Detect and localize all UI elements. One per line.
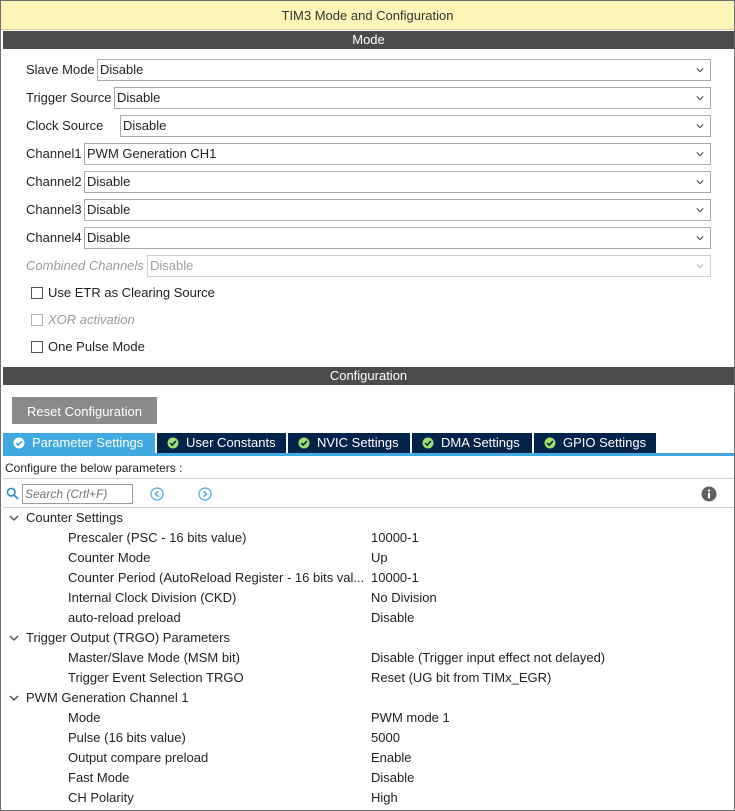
chevron-down-icon	[696, 206, 704, 214]
xor-activation-checkbox	[31, 314, 43, 326]
chevron-down-icon	[696, 150, 704, 158]
param-row[interactable]	[1, 768, 734, 788]
slave-mode-row	[26, 59, 716, 81]
param-name: Output compare preload	[68, 750, 209, 765]
chevron-down-icon	[9, 694, 19, 702]
use-etr-checkbox[interactable]	[31, 287, 43, 299]
clock-source-value: Disable	[123, 118, 167, 133]
search-icon	[6, 487, 19, 500]
param-name: auto-reload preload	[68, 610, 181, 625]
param-name: Trigger Event Selection TRGO	[68, 670, 244, 685]
tab-label: NVIC Settings	[317, 435, 399, 450]
trigger-source-value: Disable	[117, 90, 161, 105]
group-label: Trigger Output (TRGO) Parameters	[26, 630, 230, 645]
param-row[interactable]	[1, 648, 734, 668]
param-row[interactable]	[1, 708, 734, 728]
use-etr-label: Use ETR as Clearing Source	[48, 285, 215, 300]
tab-label: User Constants	[186, 435, 276, 450]
check-circle-icon	[422, 437, 434, 449]
tab-parameter-settings[interactable]	[3, 433, 155, 453]
previous-match-icon[interactable]	[150, 487, 164, 501]
chevron-down-icon	[9, 634, 19, 642]
channel1-label: Channel1	[26, 146, 82, 161]
one-pulse-mode-checkbox[interactable]	[31, 341, 43, 353]
chevron-down-icon	[696, 122, 704, 130]
combined-channels-row	[26, 255, 716, 277]
clock-source-row	[26, 115, 716, 137]
check-circle-icon	[298, 437, 310, 449]
channel2-value: Disable	[87, 174, 131, 189]
param-name: Master/Slave Mode (MSM bit)	[68, 650, 240, 665]
channel3-select[interactable]	[84, 199, 711, 221]
tab-nvic-settings[interactable]	[288, 433, 410, 453]
param-row[interactable]	[1, 568, 734, 588]
tab-label: GPIO Settings	[563, 435, 647, 450]
one-pulse-mode-label: One Pulse Mode	[48, 339, 145, 354]
chevron-down-icon	[696, 234, 704, 242]
param-row[interactable]	[1, 668, 734, 688]
reset-configuration-button[interactable]: Reset Configuration	[12, 397, 157, 424]
param-value[interactable]: Disable	[371, 770, 415, 785]
check-circle-icon	[167, 437, 179, 449]
tab-label: Parameter Settings	[32, 435, 144, 450]
mode-section-header: Mode	[3, 31, 734, 49]
channel3-row	[26, 199, 716, 221]
config-tabs	[3, 433, 734, 453]
chevron-down-icon	[696, 262, 704, 270]
clock-source-label: Clock Source	[26, 118, 104, 133]
configure-note: Configure the below parameters :	[5, 461, 183, 475]
divider	[3, 478, 734, 479]
param-name: Counter Period (AutoReload Register - 16 bits val...	[68, 570, 364, 585]
tab-label: DMA Settings	[441, 435, 520, 450]
trigger-source-label: Trigger Source	[26, 90, 112, 105]
channel3-value: Disable	[87, 202, 131, 217]
param-row[interactable]	[1, 608, 734, 628]
param-value[interactable]: Up	[371, 550, 388, 565]
channel4-label: Channel4	[26, 230, 82, 245]
param-value[interactable]: 10000-1	[371, 570, 419, 585]
check-circle-icon	[544, 437, 556, 449]
param-name: Counter Mode	[68, 550, 151, 565]
chevron-down-icon	[696, 66, 704, 74]
clock-source-select[interactable]	[120, 115, 711, 137]
tab-gpio-settings[interactable]	[534, 433, 656, 453]
channel1-select[interactable]	[84, 143, 711, 165]
param-value[interactable]: Enable	[371, 750, 412, 765]
check-circle-icon	[13, 437, 25, 449]
channel2-row	[26, 171, 716, 193]
chevron-down-icon	[696, 178, 704, 186]
param-row[interactable]	[1, 728, 734, 748]
param-row[interactable]	[1, 748, 734, 768]
trigger-source-row	[26, 87, 716, 109]
param-row[interactable]	[1, 588, 734, 608]
slave-mode-label: Slave Mode	[26, 62, 95, 77]
channel4-value: Disable	[87, 230, 131, 245]
next-match-icon[interactable]	[198, 487, 212, 501]
channel2-label: Channel2	[26, 174, 82, 189]
param-value[interactable]: PWM mode 1	[371, 710, 450, 725]
xor-activation-label: XOR activation	[48, 312, 135, 327]
tab-user-constants[interactable]	[157, 433, 286, 453]
slave-mode-value: Disable	[100, 62, 144, 77]
slave-mode-select[interactable]	[97, 59, 711, 81]
channel1-row	[26, 143, 716, 165]
channel1-value: PWM Generation CH1	[87, 146, 217, 161]
group-label: PWM Generation Channel 1	[26, 690, 189, 705]
group-label: Counter Settings	[26, 510, 123, 525]
combined-channels-label: Combined Channels	[26, 258, 144, 273]
tab-dma-settings[interactable]	[412, 433, 532, 453]
param-name: Prescaler (PSC - 16 bits value)	[68, 530, 247, 545]
param-name: CH Polarity	[68, 790, 134, 805]
param-name: Fast Mode	[68, 770, 130, 785]
channel4-select[interactable]	[84, 227, 711, 249]
chevron-down-icon	[9, 514, 19, 522]
param-value[interactable]: Disable (Trigger input effect not delayed)	[371, 650, 606, 665]
param-value[interactable]: Disable	[371, 610, 415, 625]
param-name: Internal Clock Division (CKD)	[68, 590, 237, 605]
panel-title: TIM3 Mode and Configuration	[1, 1, 734, 30]
param-row[interactable]	[1, 548, 734, 568]
param-value[interactable]: 5000	[371, 730, 400, 745]
combined-channels-select	[147, 255, 711, 277]
channel3-label: Channel3	[26, 202, 82, 217]
info-icon[interactable]	[701, 486, 717, 502]
combined-channels-value: Disable	[150, 258, 194, 273]
param-row[interactable]	[1, 528, 734, 548]
param-name: Pulse (16 bits value)	[68, 730, 186, 745]
channel2-select[interactable]	[84, 171, 711, 193]
configuration-section-header: Configuration	[3, 367, 734, 385]
channel4-row	[26, 227, 716, 249]
search-input[interactable]	[22, 484, 133, 504]
param-value[interactable]: High	[371, 790, 398, 805]
param-value[interactable]: Reset (UG bit from TIMx_EGR)	[371, 670, 552, 685]
tab-underline	[3, 453, 734, 456]
param-value[interactable]: 10000-1	[371, 530, 419, 545]
param-row[interactable]	[1, 788, 734, 808]
param-name: Mode	[68, 710, 101, 725]
trigger-source-select[interactable]	[114, 87, 711, 109]
param-value[interactable]: No Division	[371, 590, 437, 605]
chevron-down-icon	[696, 94, 704, 102]
